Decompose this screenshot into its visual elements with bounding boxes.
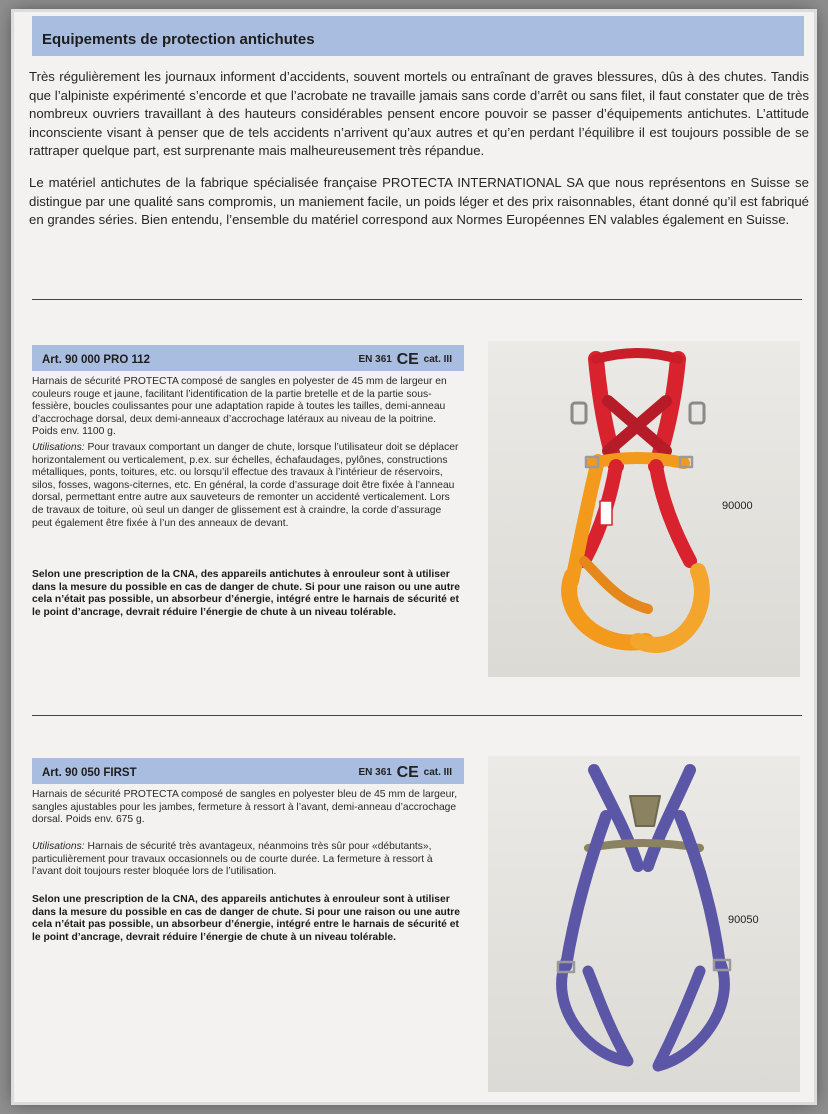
d-ring-left [572, 403, 586, 423]
usage-label: Utilisations: [32, 442, 85, 453]
ce-mark: CE [396, 351, 419, 368]
back-plate [630, 796, 660, 826]
norm-label [358, 351, 452, 369]
usage-text: Pour travaux comportant un danger de chute, lorsque l’utilisateur doit se déplacer horizontalement ou verticalement, p.ex. sur échelles, échafaudages, pylônes, constructions métalliques, ponts, toitures, etc. ou lorsqu’il effectue des travaux à l’intérieur de réservoirs, silos, fosses, wagons-citernes, etc. En général, la corde d’assurage doit être fixée à l’anneau dorsal, permettant entre autre aux sauveteurs de remonter un accidenté verticalement. Lors de travaux de toiture, où seul un danger de glissement est à craindre, la corde d’assurage peut également être fixée à l’un des anneaux de devant. [32, 442, 459, 529]
article-usage [32, 841, 464, 879]
section-divider [32, 715, 802, 716]
chest-strap [588, 843, 700, 848]
article-header-90050 [32, 758, 464, 784]
norm-category: cat. III [423, 767, 452, 778]
usage-text: Harnais de sécurité très avantageux, néanmoins très sûr pour «débutants», particulièrement pour travaux occasionnels ou de courte durée. La fermeture à ressort à l’avant doit toujours rester bloquée lors de l’utilisation. [32, 841, 433, 878]
leg-loop-inner-left [584, 561, 648, 609]
ce-mark: CE [396, 764, 419, 781]
leg-loop-left [562, 961, 628, 1061]
usage-label: Utilisations: [32, 841, 85, 852]
article-usage [32, 442, 464, 530]
harness-photo-90000 [488, 341, 800, 677]
torso-strap-right [656, 466, 690, 561]
item-code-label: 90000 [722, 500, 753, 512]
article-description: Harnais de sécurité PROTECTA composé de sangles en polyester de 45 mm de largeur en couleurs rouge et jaune, facilitant l’identification de la partie bretelle et de la partie sous-fessière, boucles coulissantes pour une adaptation rapide à toutes les tailles, demi-anneau d’accrochage dorsal, deux demi-anneaux d’accrochage latéraux au niveau de la poitrine. Poids env. 1100 g. [32, 376, 447, 438]
harness-red-orange-image [488, 341, 800, 677]
leg-loop-right [658, 961, 724, 1066]
article-title: Art. 90 050 FIRST [42, 767, 137, 779]
norm-category: cat. III [423, 354, 452, 365]
chest-strap [592, 458, 684, 463]
article-header-90000 [32, 345, 464, 371]
norm-code: EN 361 [358, 767, 392, 778]
intro-paragraph-1: Très régulièrement les journaux informent d’accidents, souvent mortels ou entraînant de graves blessures, dûs à des chutes. Tandis que l’alpiniste expérimenté s’encorde et que l’acrobate ne travaille jamais sans corde d’arrêt ou sans filet, il faut constater que de très nombreux ouvriers travaillant à des hauteurs considérables pensent encore pouvoir se passer d’équipements antichutes. L’attitude inconsciente visant à penser que de tels accidents n’arrivent qu’aux autres et qu’en perdant l’équilibre il est toujours possible de se rattraper quelque part, est surprenante mais malheureusement très répandue. [29, 69, 809, 159]
back-cross [608, 401, 666, 451]
cna-warning: Selon une prescription de la CNA, des appareils antichutes à enrouleur sont à utiliser dans la mesure du possible en cas de danger de chute. Si pour une raison ou une autre cela n’était pas possible, un absorbeur d’énergie, intégré entre le harnais de sécurité et le point d’ancrage, devrait réduire l’énergie de chute à un niveau tolérable. [32, 569, 460, 618]
torso-strap-left [566, 816, 606, 966]
cna-warning: Selon une prescription de la CNA, des appareils antichutes à enrouleur sont à utiliser dans la mesure du possible en cas de danger de chute. Si pour une raison ou une autre cela n’était pas possible, un absorbeur d’énergie, intégré entre le harnais de sécurité et le point d’ancrage, devrait réduire l’énergie de chute à un niveau tolérable. [32, 894, 460, 943]
d-ring-right [690, 403, 704, 423]
item-code-label: 90050 [728, 914, 759, 926]
article-description: Harnais de sécurité PROTECTA composé de sangles en polyester bleu de 45 mm de largeur, sangles ajustables pour les jambes, fermeture à ressort à l’avant, demi-anneau d’accrochage dorsal. Poids env. 675 g. [32, 789, 458, 826]
catalog-page [14, 12, 814, 1102]
article-title: Art. 90 000 PRO 112 [42, 354, 151, 366]
page-title: Equipements de protection antichutes [32, 16, 804, 56]
intro-paragraph-2: Le matériel antichutes de la fabrique spécialisée française PROTECTA INTERNATIONAL SA que nous représentons en Suisse se distingue par une qualité sans compromis, un maniement facile, un poids léger et des prix raisonnables, étant donné qu’il est fabriqué en grandes séries. Bien entendu, l’ensemble du matériel correspond aux Normes Européennes EN valables également en Suisse. [29, 175, 809, 228]
shoulder-yoke [596, 353, 678, 359]
label-tag [600, 501, 612, 525]
section-divider [32, 299, 802, 300]
torso-strap-right [680, 816, 720, 966]
norm-code: EN 361 [358, 354, 392, 365]
norm-label [358, 764, 452, 782]
